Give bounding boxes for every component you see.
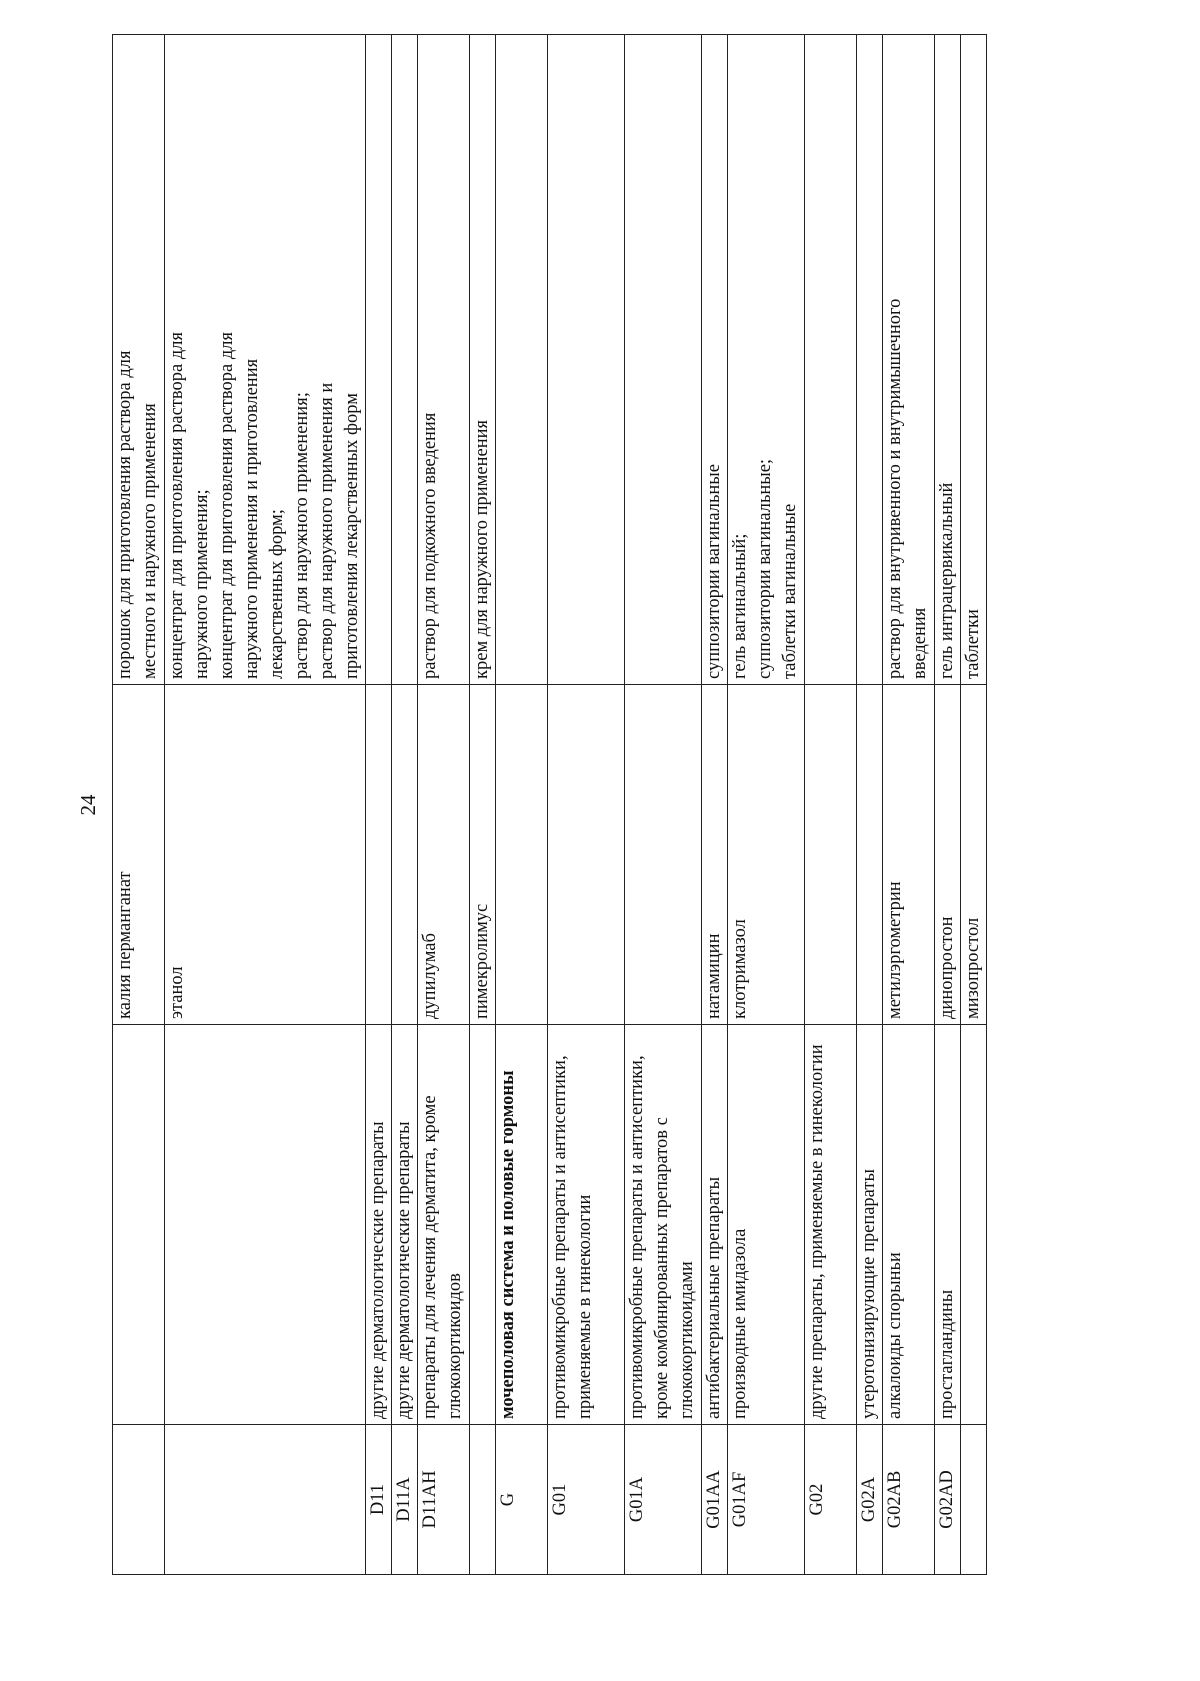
dosage-forms-cell — [883, 35, 935, 685]
dosage-form-line: концентрат для приготовления раствора для — [217, 332, 237, 679]
group-name-cell: другие дерматологические препараты — [366, 1025, 392, 1425]
dosage-forms-cell — [625, 35, 702, 685]
drug-name-cell: метилэргометрин — [883, 685, 935, 1025]
atc-code-cell — [470, 1425, 496, 1575]
dosage-forms-cell — [548, 35, 625, 685]
table-row — [392, 35, 418, 1575]
dosage-forms-cell — [935, 35, 961, 685]
drug-name-cell: пимекролимус — [470, 685, 496, 1025]
group-name-cell: препараты для лечения дерматита, кроме глюкокортикоидов — [418, 1025, 470, 1425]
group-name-cell: другие дерматологические препараты — [392, 1025, 418, 1425]
table-row — [702, 35, 728, 1575]
dosage-form-line: наружного применения и приготовления — [242, 358, 262, 679]
dosage-form-line: концентрат для приготовления раствора для — [167, 332, 187, 679]
dosage-form-line: приготовления лекарственных форм — [342, 393, 362, 679]
group-name-cell: противомикробные препараты и антисептики, применяемые в гинекологии — [548, 1025, 625, 1425]
group-name-cell: другие препараты, применяемые в гинекологии — [805, 1025, 857, 1425]
group-name-cell: антибактериальные препараты — [702, 1025, 728, 1425]
group-name-cell — [470, 1025, 496, 1425]
dosage-form-line: суппозитории вагинальные — [704, 464, 724, 679]
group-name-cell: простагландины — [935, 1025, 961, 1425]
dosage-forms-cell — [418, 35, 470, 685]
atc-code-cell: D11 — [366, 1425, 392, 1575]
dosage-form-line: гель вагинальный; — [730, 533, 750, 679]
group-name-cell: противомикробные препараты и антисептики, кроме комбинированных препаратов с глюкокортикоидами — [625, 1025, 702, 1425]
group-name-cell — [961, 1025, 987, 1425]
dosage-forms-cell — [728, 35, 805, 685]
drug-name-cell: мизопростол — [961, 685, 987, 1025]
dosage-form-line: раствор для наружного применения; — [292, 392, 312, 679]
drug-list-table — [112, 34, 987, 1575]
drug-name-cell: калия перманганат — [113, 685, 165, 1025]
dosage-form-line: гель интрацервикальный — [937, 482, 957, 679]
group-name-cell — [165, 1025, 366, 1425]
dosage-form-line: порошок для приготовления раствора для — [115, 350, 135, 679]
group-name-cell: мочеполовая система и половые гормоны — [496, 1025, 548, 1425]
dosage-form-line: лекарственных форм; — [267, 509, 287, 679]
group-name-cell: производные имидазола — [728, 1025, 805, 1425]
table-row — [366, 35, 392, 1575]
drug-name-cell — [857, 685, 883, 1025]
drug-name-cell — [548, 685, 625, 1025]
drug-name-cell: дупилумаб — [418, 685, 470, 1025]
dosage-form-line: раствор для наружного применения и — [317, 382, 337, 679]
atc-code-cell: G01AF — [728, 1425, 805, 1575]
drug-name-cell: натамицин — [702, 685, 728, 1025]
drug-name-cell — [392, 685, 418, 1025]
atc-code-cell: D11AH — [418, 1425, 470, 1575]
table-row — [625, 35, 702, 1575]
rotated-page — [70, 35, 1090, 1575]
table-row — [805, 35, 857, 1575]
atc-code-cell — [113, 1425, 165, 1575]
dosage-forms-cell — [805, 35, 857, 685]
dosage-forms-cell — [857, 35, 883, 685]
table-body — [113, 35, 987, 1575]
dosage-form-line: раствор для внутривенного и внутримышечного — [885, 298, 905, 679]
table-row — [418, 35, 470, 1575]
page-number: 24 — [76, 794, 100, 816]
dosage-form-line: таблетки вагинальные — [780, 503, 800, 679]
table-row — [548, 35, 625, 1575]
dosage-form-line: суппозитории вагинальные; — [755, 458, 775, 679]
atc-code-cell: G — [496, 1425, 548, 1575]
drug-name-cell: клотримазол — [728, 685, 805, 1025]
atc-code-cell: G02 — [805, 1425, 857, 1575]
dosage-forms-cell — [113, 35, 165, 685]
dosage-form-line: крем для наружного применения — [472, 419, 492, 679]
table-row — [857, 35, 883, 1575]
dosage-form-line: таблетки — [963, 609, 983, 679]
dosage-form-line: местного и наружного применения — [140, 403, 160, 679]
group-name-cell: утеротонизирующие препараты — [857, 1025, 883, 1425]
atc-code-cell: G02AD — [935, 1425, 961, 1575]
table-row — [165, 35, 366, 1575]
drug-name-cell — [366, 685, 392, 1025]
dosage-forms-cell — [961, 35, 987, 685]
drug-name-cell — [625, 685, 702, 1025]
atc-code-cell: D11A — [392, 1425, 418, 1575]
atc-code-cell — [165, 1425, 366, 1575]
dosage-forms-cell — [496, 35, 548, 685]
drug-name-cell — [805, 685, 857, 1025]
table-row — [728, 35, 805, 1575]
dosage-forms-cell — [392, 35, 418, 685]
dosage-forms-cell — [165, 35, 366, 685]
atc-code-cell: G01AA — [702, 1425, 728, 1575]
atc-code-cell: G02AB — [883, 1425, 935, 1575]
group-name-cell: алкалоиды спорыньи — [883, 1025, 935, 1425]
dosage-forms-cell — [366, 35, 392, 685]
dosage-forms-cell — [470, 35, 496, 685]
dosage-form-line: введения — [910, 607, 930, 679]
table-row — [113, 35, 165, 1575]
table-row — [496, 35, 548, 1575]
drug-name-cell: этанол — [165, 685, 366, 1025]
table-row — [961, 35, 987, 1575]
drug-name-cell: динопростон — [935, 685, 961, 1025]
table-row — [935, 35, 961, 1575]
dosage-form-line: наружного применения; — [192, 489, 212, 679]
table-row — [883, 35, 935, 1575]
drug-name-cell — [496, 685, 548, 1025]
atc-code-cell — [961, 1425, 987, 1575]
dosage-forms-cell — [702, 35, 728, 685]
atc-code-cell: G02A — [857, 1425, 883, 1575]
atc-code-cell: G01 — [548, 1425, 625, 1575]
dosage-form-line: раствор для подкожного введения — [420, 412, 440, 679]
group-name-cell — [113, 1025, 165, 1425]
atc-code-cell: G01A — [625, 1425, 702, 1575]
table-row — [470, 35, 496, 1575]
